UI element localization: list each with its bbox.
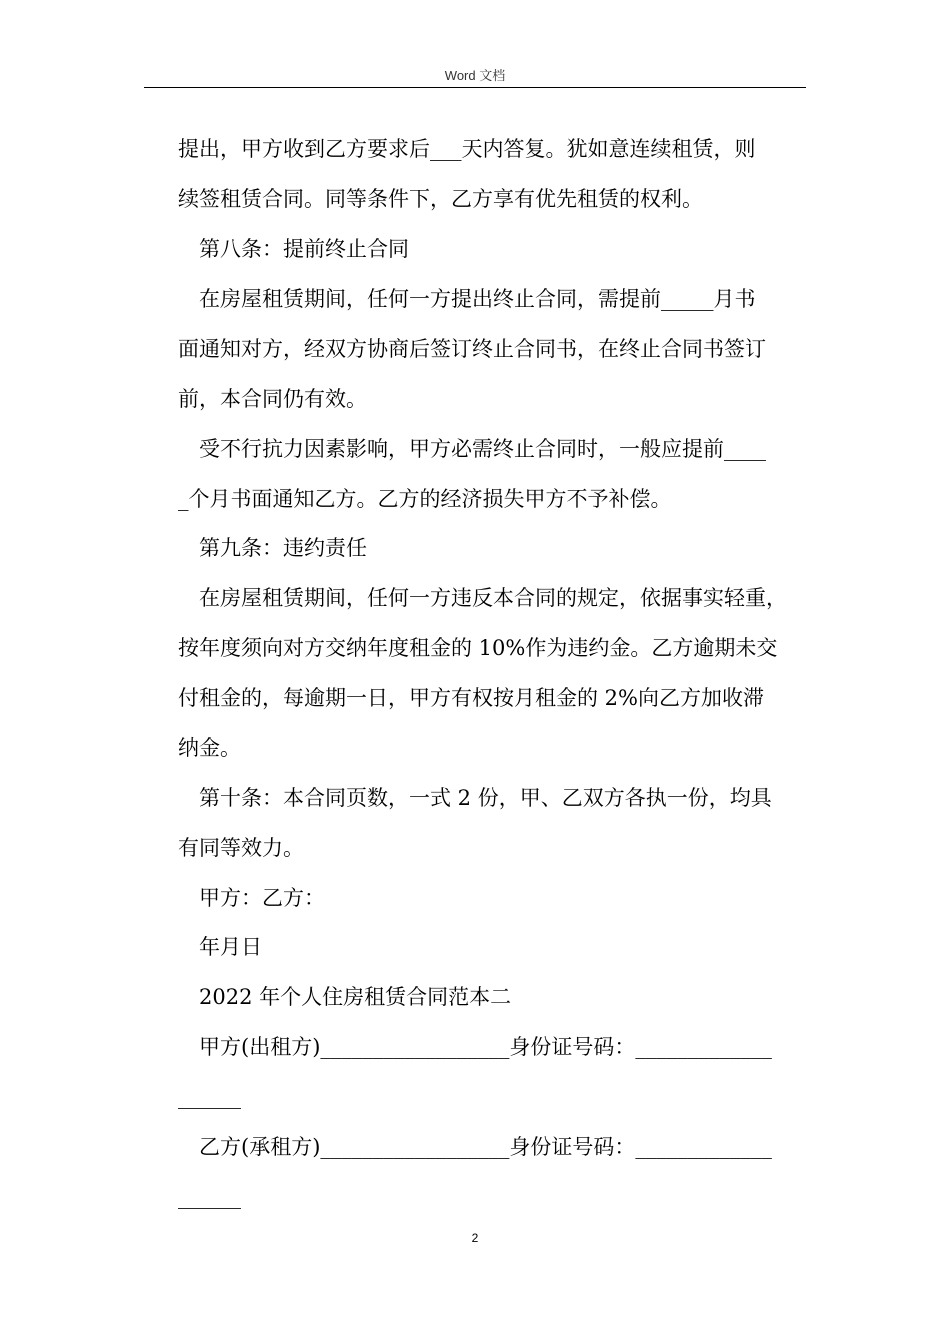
body-line: 在房屋租赁期间，任何一方提出终止合同，需提前_____月书 (199, 287, 756, 311)
body-line: 有同等效力。 (178, 836, 304, 860)
body-line: _个月书面通知乙方。乙方的经济损失甲方不予补偿。 (178, 487, 672, 511)
header-divider (144, 87, 806, 88)
section-title: 2022 年个人住房租赁合同范本二 (199, 985, 512, 1009)
article-10-text: 第十条：本合同页数，一式 2 份，甲、乙双方各执一份，均具 (199, 786, 772, 810)
article-9-heading: 第九条：违约责任 (199, 536, 367, 560)
lessee-field-line: 乙方(承租方)__________________身份证号码：_____________ (199, 1135, 772, 1159)
page-number: 2 (471, 1231, 479, 1245)
body-line: 受不行抗力因素影响，甲方必需终止合同时，一般应提前____ (199, 437, 766, 461)
article-8-heading: 第八条：提前终止合同 (199, 237, 409, 261)
body-line: 续签租赁合同。同等条件下，乙方享有优先租赁的权利。 (178, 187, 703, 211)
lessee-field-continuation: ______ (178, 1185, 241, 1209)
lessor-field-line: 甲方(出租方)__________________身份证号码：_____________ (199, 1035, 772, 1059)
body-line: 付租金的，每逾期一日，甲方有权按月租金的 2%向乙方加收滞 (178, 686, 764, 710)
body-line: 在房屋租赁期间，任何一方违反本合同的规定，依据事实轻重， (199, 586, 787, 610)
signature-parties: 甲方：乙方： (199, 886, 325, 910)
body-line: 面通知对方，经双方协商后签订终止合同书，在终止合同书签订 (178, 337, 766, 361)
body-line: 按年度须向对方交纳年度租金的 10%作为违约金。乙方逾期未交 (178, 636, 778, 660)
body-line: 纳金。 (178, 736, 241, 760)
body-line: 提出，甲方收到乙方要求后___天内答复。犹如意连续租赁，则 (178, 137, 756, 161)
signature-date: 年月日 (199, 935, 262, 959)
body-line: 前，本合同仍有效。 (178, 387, 367, 411)
header-title: Word 文档 (444, 68, 506, 83)
lessor-field-continuation: ______ (178, 1085, 241, 1109)
